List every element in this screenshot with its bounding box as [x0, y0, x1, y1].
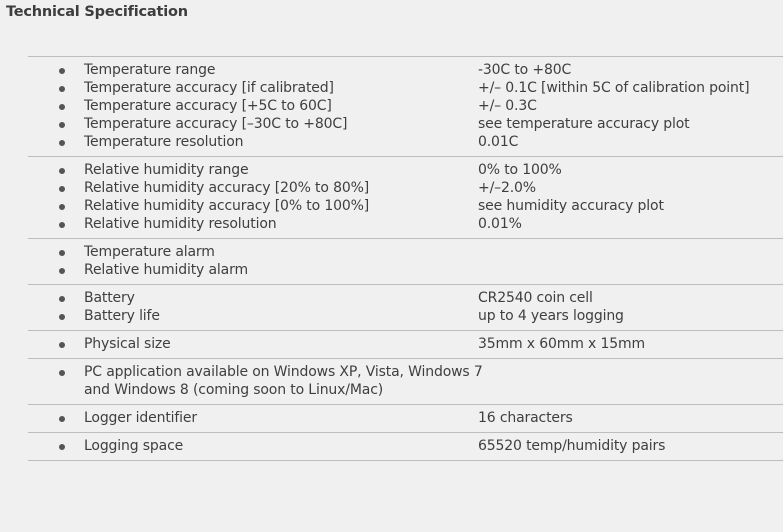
spec-group-pc-application — [28, 359, 783, 405]
spec-label: Battery — [84, 290, 135, 306]
spec-group-physical — [28, 331, 783, 359]
spec-row — [28, 97, 783, 115]
spec-row — [28, 179, 783, 197]
spec-label: Temperature alarm — [84, 244, 215, 260]
spec-row — [28, 161, 783, 179]
spec-value: +/–2.0% — [478, 180, 536, 196]
spec-value: +/– 0.3C — [478, 98, 537, 114]
spec-value: 65520 temp/humidity pairs — [478, 438, 666, 454]
spec-group-battery — [28, 285, 783, 331]
spec-row — [28, 409, 783, 427]
bullet-icon — [59, 444, 65, 450]
bullet-icon — [59, 370, 65, 376]
bullet-icon — [59, 268, 65, 274]
spec-label: Temperature accuracy [if calibrated] — [84, 80, 334, 96]
spec-label: Temperature accuracy [+5C to 60C] — [84, 98, 332, 114]
bullet-icon — [59, 186, 65, 192]
spec-row — [28, 61, 783, 79]
spec-label: Relative humidity alarm — [84, 262, 248, 278]
spec-value: see humidity accuracy plot — [478, 198, 664, 214]
bullet-icon — [59, 140, 65, 146]
spec-row — [28, 261, 783, 279]
spec-row — [28, 197, 783, 215]
spec-label: Temperature resolution — [84, 134, 244, 150]
spec-row — [28, 335, 783, 353]
bullet-icon — [59, 250, 65, 256]
spec-row — [28, 437, 783, 455]
spec-value: 0.01% — [478, 216, 522, 232]
spec-row — [28, 133, 783, 151]
spec-value: CR2540 coin cell — [478, 290, 593, 306]
spec-value: 0.01C — [478, 134, 519, 150]
spec-label: Temperature range — [84, 62, 216, 78]
bullet-icon — [59, 296, 65, 302]
spec-value: 16 characters — [478, 410, 573, 426]
spec-label: Relative humidity resolution — [84, 216, 277, 232]
bullet-icon — [59, 342, 65, 348]
bullet-icon — [59, 416, 65, 422]
spec-label: Battery life — [84, 308, 160, 324]
spec-value: 0% to 100% — [478, 162, 562, 178]
bullet-icon — [59, 122, 65, 128]
bullet-icon — [59, 204, 65, 210]
bullet-icon — [59, 86, 65, 92]
spec-value: 35mm x 60mm x 15mm — [478, 336, 645, 352]
spec-group-humidity — [28, 157, 783, 239]
spec-row — [28, 115, 783, 133]
spec-table — [28, 56, 783, 461]
spec-label: Logging space — [84, 438, 184, 454]
bullet-icon — [59, 314, 65, 320]
spec-label: Physical size — [84, 336, 171, 352]
bullet-icon — [59, 222, 65, 228]
bullet-icon — [59, 68, 65, 74]
spec-label: Relative humidity range — [84, 162, 249, 178]
spec-row — [28, 307, 783, 325]
spec-label: Relative humidity accuracy [20% to 80%] — [84, 180, 370, 196]
page-title: Technical Specification — [6, 4, 188, 20]
spec-row — [28, 79, 783, 97]
spec-value: +/– 0.1C [within 5C of calibration point] — [478, 80, 750, 96]
spec-label: Relative humidity accuracy [0% to 100%] — [84, 198, 370, 214]
bullet-icon — [59, 104, 65, 110]
spec-group-logging-space — [28, 433, 783, 461]
spec-label: Temperature accuracy [–30C to +80C] — [84, 116, 348, 132]
spec-label: Logger identifier — [84, 410, 197, 426]
bullet-icon — [59, 168, 65, 174]
spec-group-temperature — [28, 57, 783, 157]
spec-value: up to 4 years logging — [478, 308, 624, 324]
spec-value: see temperature accuracy plot — [478, 116, 690, 132]
spec-value: -30C to +80C — [478, 62, 572, 78]
spec-row — [28, 363, 783, 399]
spec-row — [28, 243, 783, 261]
spec-group-alarms — [28, 239, 783, 285]
spec-row — [28, 289, 783, 307]
spec-group-identifier — [28, 405, 783, 433]
spec-label: PC application available on Windows XP, Vista, Windows 7 and Windows 8 (coming soon to Linux/Mac) — [84, 364, 483, 398]
spec-row — [28, 215, 783, 233]
